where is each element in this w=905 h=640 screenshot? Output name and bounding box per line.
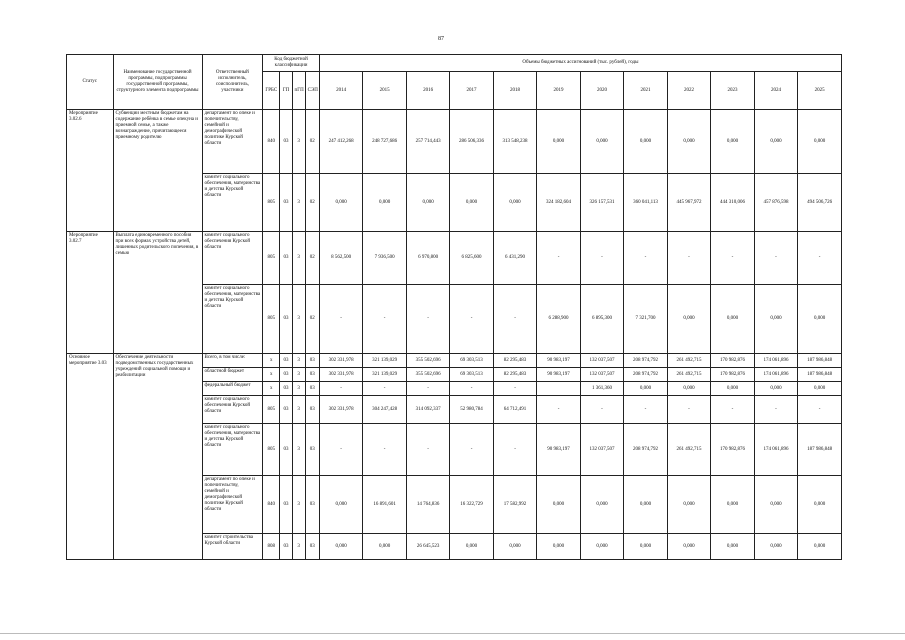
value-cell: -: [754, 396, 797, 424]
value-cell: 257 714,443: [406, 110, 449, 174]
table-row: [67, 232, 842, 285]
code-cell: 3: [292, 232, 305, 285]
value-cell: 0,000: [798, 476, 842, 534]
value-cell: 247 412,268: [319, 110, 362, 174]
value-cell: -: [624, 396, 667, 424]
value-cell: 0,000: [537, 110, 580, 174]
code-cell: 805: [263, 396, 280, 424]
page-edge: [0, 633, 905, 634]
value-cell: -: [319, 382, 362, 396]
code-cell: 3: [292, 396, 305, 424]
status-cell: Основное мероприятие 3.03: [67, 354, 114, 560]
value-cell: -: [450, 285, 493, 354]
value-cell: -: [580, 232, 623, 285]
value-cell: 52 980,784: [450, 396, 493, 424]
code-cell: 02: [305, 285, 319, 354]
value-cell: -: [667, 232, 710, 285]
value-cell: 0,000: [319, 476, 362, 534]
value-cell: 261 492,715: [667, 368, 710, 382]
code-cell: 03: [280, 476, 292, 534]
executor-cell: департамент по опеке и попечительству, семейной и демографической политике Курской области: [202, 110, 263, 174]
value-cell: 187 986,848: [798, 368, 842, 382]
value-cell: 26 645,523: [406, 534, 449, 560]
value-cell: 0,000: [754, 476, 797, 534]
code-cell: x: [263, 382, 280, 396]
header-year: 2024: [754, 72, 797, 110]
value-cell: 0,000: [450, 534, 493, 560]
value-cell: -: [406, 382, 449, 396]
value-cell: 0,000: [319, 174, 362, 232]
value-cell: 82 295,483: [493, 368, 536, 382]
value-cell: -: [319, 424, 362, 476]
value-cell: -: [580, 396, 623, 424]
value-cell: 0,000: [667, 285, 710, 354]
value-cell: 0,000: [450, 174, 493, 232]
code-cell: x: [263, 368, 280, 382]
code-cell: 840: [263, 110, 280, 174]
value-cell: 208 974,792: [624, 368, 667, 382]
code-cell: 805: [263, 424, 280, 476]
code-cell: 3: [292, 354, 305, 368]
header-code-col: пГП: [292, 72, 305, 110]
value-cell: 0,000: [406, 174, 449, 232]
value-cell: 208 974,792: [624, 354, 667, 368]
header-year: 2021: [624, 72, 667, 110]
value-cell: 0,000: [493, 174, 536, 232]
header-year: 2018: [493, 72, 536, 110]
value-cell: 302 331,978: [319, 354, 362, 368]
value-cell: 314 092,337: [406, 396, 449, 424]
value-cell: -: [537, 396, 580, 424]
value-cell: 0,000: [711, 534, 754, 560]
value-cell: 0,000: [537, 476, 580, 534]
value-cell: -: [363, 382, 406, 396]
header-year: 2016: [406, 72, 449, 110]
value-cell: 132 037,507: [580, 424, 623, 476]
value-cell: -: [754, 232, 797, 285]
value-cell: 0,000: [624, 476, 667, 534]
status-cell: Мероприятие 3.02.7: [67, 232, 114, 354]
value-cell: 355 502,696: [406, 354, 449, 368]
value-cell: 8 562,500: [319, 232, 362, 285]
header-budget-code: Код бюджетной классификации: [263, 55, 320, 72]
value-cell: 0,000: [624, 110, 667, 174]
value-cell: 0,000: [711, 382, 754, 396]
code-cell: 03: [305, 354, 319, 368]
code-cell: 03: [280, 424, 292, 476]
value-cell: -: [450, 424, 493, 476]
code-cell: 805: [263, 174, 280, 232]
value-cell: 174 061,896: [754, 368, 797, 382]
header-code-col: ГРБС: [263, 72, 280, 110]
value-cell: 0,000: [754, 534, 797, 560]
value-cell: 0,000: [754, 110, 797, 174]
code-cell: 3: [292, 534, 305, 560]
code-cell: 3: [292, 368, 305, 382]
value-cell: 174 061,896: [754, 354, 797, 368]
value-cell: -: [798, 232, 842, 285]
value-cell: 6 825,600: [450, 232, 493, 285]
name-cell: Обеспечение деятельности подведомственных государственных учреждений социальной помощи и реабилитации: [113, 354, 202, 560]
value-cell: 6 288,900: [537, 285, 580, 354]
value-cell: 0,000: [798, 110, 842, 174]
value-cell: 0,000: [493, 534, 536, 560]
budget-table: [66, 54, 842, 560]
code-cell: 3: [292, 174, 305, 232]
value-cell: 132 037,507: [580, 368, 623, 382]
value-cell: 90 983,197: [537, 368, 580, 382]
value-cell: 69 303,513: [450, 354, 493, 368]
header-status: Статус: [67, 55, 114, 110]
value-cell: 0,000: [580, 476, 623, 534]
table-row: [67, 110, 842, 174]
value-cell: 6 895,300: [580, 285, 623, 354]
status-cell: Мероприятие 3.02.6: [67, 110, 114, 232]
value-cell: [537, 382, 580, 396]
code-cell: 805: [263, 285, 280, 354]
executor-cell: комитет социального обеспечения, материнства и детства Курской области: [202, 174, 263, 232]
header-code-col: СЭП: [305, 72, 319, 110]
header-year: 2023: [711, 72, 754, 110]
value-cell: 6 970,800: [406, 232, 449, 285]
value-cell: 170 982,876: [711, 424, 754, 476]
value-cell: 324 182,604: [537, 174, 580, 232]
value-cell: 0,000: [711, 476, 754, 534]
code-cell: 3: [292, 110, 305, 174]
value-cell: 0,000: [319, 534, 362, 560]
header-year: 2014: [319, 72, 362, 110]
value-cell: 355 502,696: [406, 368, 449, 382]
name-cell: Субвенции местным бюджетам на содержание ребёнка в семье опекуна и приемной семье, а также вознаграждение, причитающееся приемному родителю: [113, 110, 202, 232]
value-cell: -: [493, 382, 536, 396]
header-code-col: ГП: [280, 72, 292, 110]
value-cell: 0,000: [580, 110, 623, 174]
header-year: 2020: [580, 72, 623, 110]
value-cell: -: [667, 396, 710, 424]
header-year: 2017: [450, 72, 493, 110]
executor-cell: комитет социального обеспечения Курской области: [202, 396, 263, 424]
value-cell: 7 936,500: [363, 232, 406, 285]
value-cell: 0,000: [667, 476, 710, 534]
value-cell: 17 582,992: [493, 476, 536, 534]
code-cell: 03: [280, 232, 292, 285]
code-cell: 03: [305, 396, 319, 424]
executor-cell: комитет социального обеспечения, материнства и детства Курской области: [202, 285, 263, 354]
value-cell: 248 727,686: [363, 110, 406, 174]
value-cell: 187 986,848: [798, 424, 842, 476]
value-cell: 326 157,531: [580, 174, 623, 232]
value-cell: -: [711, 232, 754, 285]
value-cell: 90 983,197: [537, 354, 580, 368]
value-cell: -: [363, 285, 406, 354]
value-cell: 0,000: [798, 534, 842, 560]
header-year: 2025: [798, 72, 842, 110]
value-cell: 261 492,715: [667, 424, 710, 476]
name-cell: Выплата единовременного пособия при всех формах устройства детей, лишенных родительского попечения, в семью: [113, 232, 202, 354]
value-cell: -: [363, 424, 406, 476]
value-cell: 494 506,726: [798, 174, 842, 232]
value-cell: -: [450, 382, 493, 396]
value-cell: 6 431,290: [493, 232, 536, 285]
value-cell: 302 331,978: [319, 368, 362, 382]
value-cell: 0,000: [363, 534, 406, 560]
value-cell: 0,000: [754, 382, 797, 396]
code-cell: 3: [292, 476, 305, 534]
value-cell: 313 548,238: [493, 110, 536, 174]
value-cell: -: [319, 285, 362, 354]
code-cell: 840: [263, 476, 280, 534]
value-cell: 0,000: [667, 534, 710, 560]
value-cell: 187 986,848: [798, 354, 842, 368]
value-cell: -: [406, 285, 449, 354]
value-cell: -: [798, 396, 842, 424]
executor-cell: федеральный бюджет: [202, 382, 263, 396]
value-cell: 0,000: [580, 534, 623, 560]
value-cell: 82 295,483: [493, 354, 536, 368]
header-executor: Ответственный исполнитель, соисполнитель, участники: [202, 55, 263, 110]
value-cell: 16 322,729: [450, 476, 493, 534]
value-cell: 174 061,896: [754, 424, 797, 476]
code-cell: 03: [280, 285, 292, 354]
code-cell: 03: [280, 354, 292, 368]
value-cell: 321 139,029: [363, 368, 406, 382]
value-cell: 14 764,836: [406, 476, 449, 534]
code-cell: 03: [280, 368, 292, 382]
executor-cell: Всего, в том числе:: [202, 354, 263, 368]
code-cell: 03: [305, 382, 319, 396]
code-cell: 03: [280, 174, 292, 232]
value-cell: 457 876,598: [754, 174, 797, 232]
value-cell: -: [493, 424, 536, 476]
value-cell: -: [624, 232, 667, 285]
page-number: 87: [438, 36, 444, 42]
header-year: 2022: [667, 72, 710, 110]
value-cell: 321 139,029: [363, 354, 406, 368]
value-cell: 0,000: [624, 382, 667, 396]
code-cell: x: [263, 354, 280, 368]
value-cell: 0,000: [798, 285, 842, 354]
value-cell: 445 967,972: [667, 174, 710, 232]
header-year: 2019: [537, 72, 580, 110]
code-cell: 02: [305, 232, 319, 285]
executor-cell: департамент по опеке и попечительству, семейной и демографической политике Курской области: [202, 476, 263, 534]
code-cell: 03: [305, 476, 319, 534]
code-cell: 808: [263, 534, 280, 560]
value-cell: -: [406, 424, 449, 476]
value-cell: 304 247,428: [363, 396, 406, 424]
value-cell: 64 712,491: [493, 396, 536, 424]
value-cell: 0,000: [711, 285, 754, 354]
code-cell: 03: [280, 110, 292, 174]
value-cell: -: [711, 396, 754, 424]
value-cell: 170 982,876: [711, 368, 754, 382]
value-cell: 286 506,336: [450, 110, 493, 174]
executor-cell: комитет строительства Курской области: [202, 534, 263, 560]
code-cell: 3: [292, 285, 305, 354]
value-cell: 0,000: [711, 110, 754, 174]
code-cell: 3: [292, 424, 305, 476]
code-cell: 03: [305, 534, 319, 560]
header-year: 2015: [363, 72, 406, 110]
table-row: [67, 354, 842, 368]
value-cell: 170 982,876: [711, 354, 754, 368]
executor-cell: комитет социального обеспечения Курской области: [202, 232, 263, 285]
executor-cell: областной бюджет: [202, 368, 263, 382]
value-cell: 0,000: [754, 285, 797, 354]
header-name: Наименование государственной программы, подпрограммы государственной программы, структурного элемента подпрограммы: [113, 55, 202, 110]
value-cell: 261 492,715: [667, 354, 710, 368]
value-cell: 0,000: [667, 382, 710, 396]
value-cell: 444 310,006: [711, 174, 754, 232]
value-cell: 0,000: [667, 110, 710, 174]
code-cell: 02: [305, 110, 319, 174]
code-cell: 03: [280, 382, 292, 396]
value-cell: 16 891,601: [363, 476, 406, 534]
code-cell: 03: [280, 396, 292, 424]
value-cell: 302 331,978: [319, 396, 362, 424]
value-cell: -: [493, 285, 536, 354]
code-cell: 03: [305, 424, 319, 476]
code-cell: 02: [305, 174, 319, 232]
value-cell: 132 037,507: [580, 354, 623, 368]
code-cell: 03: [280, 534, 292, 560]
value-cell: 1 361,360: [580, 382, 623, 396]
code-cell: 3: [292, 382, 305, 396]
header-volumes: Объемы бюджетных ассигнований (тыс. рублей), годы: [319, 55, 841, 72]
value-cell: 208 974,792: [624, 424, 667, 476]
value-cell: 90 983,197: [537, 424, 580, 476]
value-cell: 69 303,513: [450, 368, 493, 382]
value-cell: 360 041,113: [624, 174, 667, 232]
value-cell: 0,000: [537, 534, 580, 560]
value-cell: 0,000: [624, 534, 667, 560]
code-cell: 03: [305, 368, 319, 382]
code-cell: 805: [263, 232, 280, 285]
value-cell: 7 321,700: [624, 285, 667, 354]
value-cell: 0,000: [798, 382, 842, 396]
value-cell: 0,000: [363, 174, 406, 232]
value-cell: -: [537, 232, 580, 285]
executor-cell: комитет социального обеспечения, материнства и детства Курской области: [202, 424, 263, 476]
